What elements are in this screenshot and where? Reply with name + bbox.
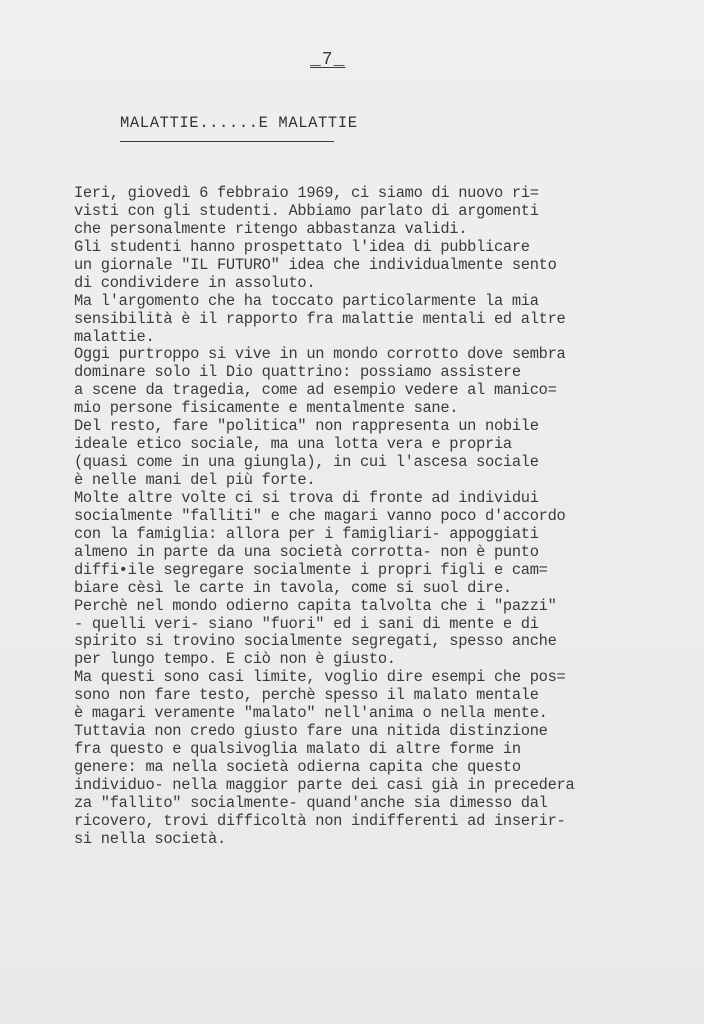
body-line: che personalmente ritengo abbastanza validi. bbox=[74, 219, 468, 238]
body-line: Perchè nel mondo odierno capita talvolta che i "pazzi" bbox=[74, 596, 557, 615]
body-line: visti con gli studenti. Abbiamo parlato di argomenti bbox=[74, 201, 539, 220]
body-line: Gli studenti hanno prospettato l'idea di pubblicare bbox=[74, 237, 530, 256]
body-line: dominare solo il Dio quattrino: possiamo assistere bbox=[74, 363, 521, 382]
title-underline bbox=[120, 141, 334, 142]
document-title: MALATTIE......E MALATTIE bbox=[120, 114, 358, 132]
body-line: ricovero, trovi difficoltà non indifferenti ad inserir- bbox=[74, 811, 566, 830]
body-line: biare cèsì le carte in tavola, come si suol dire. bbox=[74, 578, 512, 597]
body-line: Ieri, giovedì 6 febbraio 1969, ci siamo di nuovo ri= bbox=[74, 184, 539, 202]
body-line: almeno in parte da una società corrotta- non è punto bbox=[74, 542, 539, 561]
body-line: Del resto, fare "politica" non rappresenta un nobile bbox=[74, 417, 539, 436]
body-line: Oggi purtroppo si vive in un mondo corrotto dove sembra bbox=[74, 345, 566, 364]
body-line: Molte altre volte ci si trova di fronte ad individui bbox=[74, 488, 539, 507]
body-line: è nelle mani del più forte. bbox=[74, 471, 316, 489]
body-line: Ma l'argomento che ha toccato particolarmente la mia bbox=[74, 291, 539, 310]
body-line: individuo- nella maggior parte dei casi già in precedera bbox=[74, 775, 575, 794]
body-line: malattie. bbox=[74, 327, 155, 346]
body-line: di condividere in assoluto. bbox=[74, 273, 316, 292]
body-line: Tuttavia non credo giusto fare una nitida distinzione bbox=[74, 722, 548, 741]
body-line: a scene da tragedia, come ad esempio vedere al manico= bbox=[74, 381, 557, 400]
body-line: mio persone fisicamente e mentalmente sane. bbox=[74, 399, 459, 418]
body-line: Ma questi sono casi limite, voglio dire esempi che pos= bbox=[74, 668, 566, 687]
body-line: ideale etico sociale, ma una lotta vera e propria bbox=[74, 435, 512, 454]
body-line: diffi•ile segregare socialmente i propri figli e cam= bbox=[74, 560, 548, 579]
body-line: spirito si trovino socialmente segregati, spesso anche bbox=[74, 632, 557, 651]
body-line: si nella società. bbox=[74, 829, 226, 848]
body-line: - quelli veri- siano "fuori" ed i sani di mente e di bbox=[74, 614, 539, 633]
body-line: con la famiglia: allora per i famigliari- appoggiati bbox=[74, 524, 539, 543]
body-text bbox=[74, 185, 634, 849]
body-line: fra questo e qualsivoglia malato di altre forme in bbox=[74, 740, 521, 759]
body-line: sensibilità è il rapporto fra malattie mentali ed altre bbox=[74, 309, 566, 328]
body-line: per lungo tempo. E ciò non è giusto. bbox=[74, 650, 396, 669]
body-line: (quasi come in una giungla), in cui l'ascesa sociale bbox=[74, 453, 539, 472]
body-line: un giornale "IL FUTURO" idea che individualmente sento bbox=[74, 255, 557, 274]
body-line: sono non fare testo, perchè spesso il malato mentale bbox=[74, 686, 539, 705]
body-line: za "fallito" socialmente- quand'anche sia dimesso dal bbox=[74, 793, 548, 812]
body-line: genere: ma nella società odierna capita che questo bbox=[74, 758, 521, 776]
page-number: _7_ bbox=[310, 50, 346, 70]
body-line: socialmente "falliti" e che magari vanno poco d'accordo bbox=[74, 506, 566, 525]
body-line: è magari veramente "malato" nell'anima o nella mente. bbox=[74, 704, 548, 723]
